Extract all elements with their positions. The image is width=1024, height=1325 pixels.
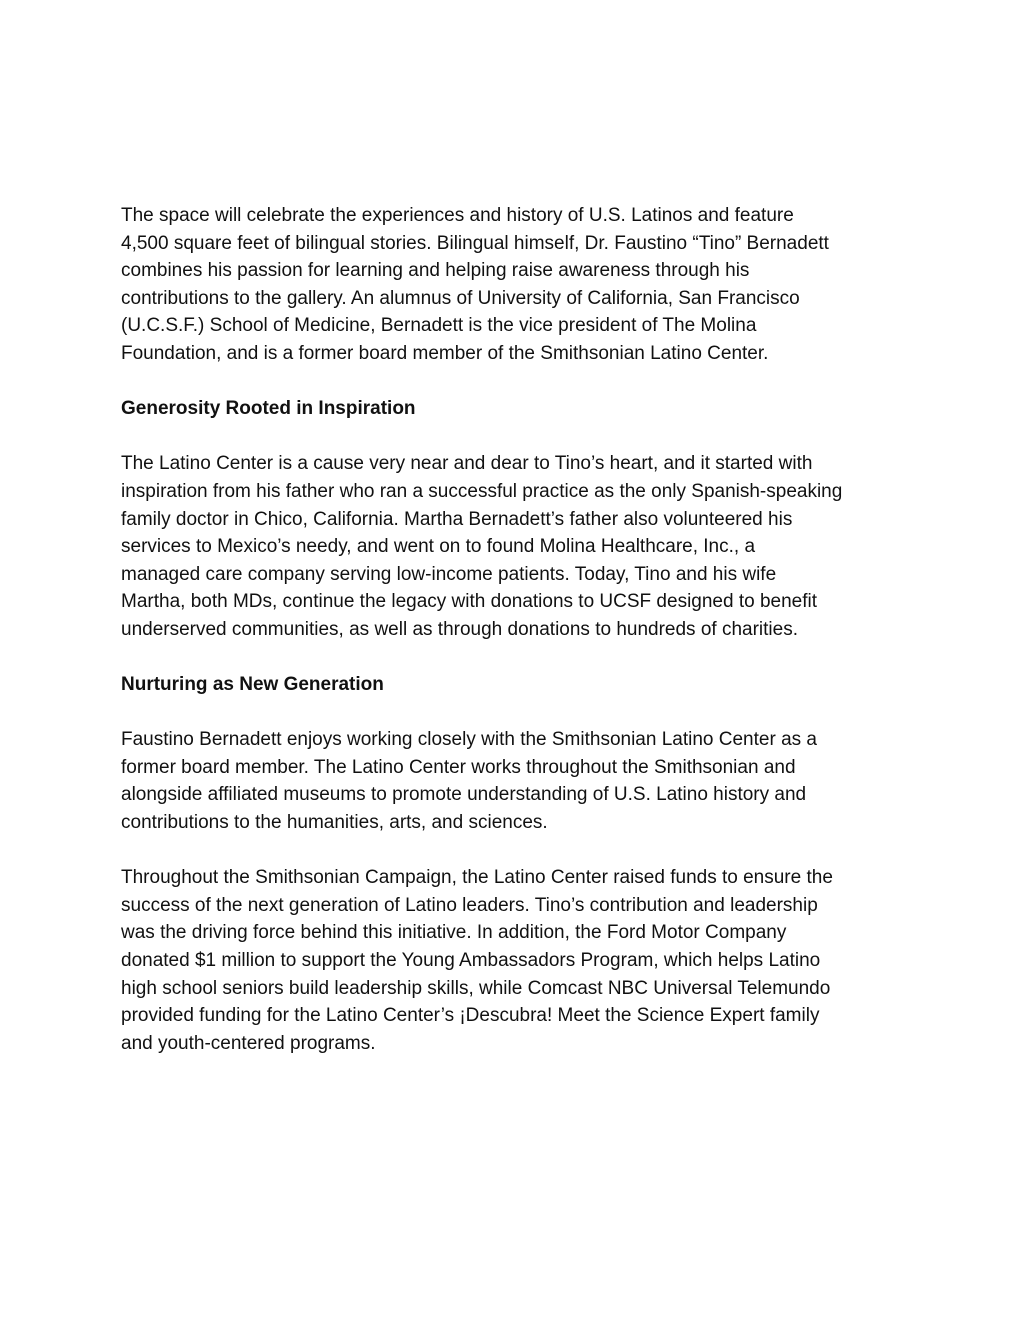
paragraph-spacer [121,368,921,396]
paragraph-intro [121,202,921,368]
paragraph-campaign [121,864,921,1057]
text-line: Faustino Bernadett enjoys working closely with the Smithsonian Latino Center as a [121,729,817,751]
text-line: former board member. The Latino Center works throughout the Smithsonian and [121,756,796,778]
text-line: inspiration from his father who ran a successful practice as the only Spanish-speaking [121,480,843,502]
text-line: contributions to the humanities, arts, and sciences. [121,812,548,834]
text-line: combines his passion for learning and helping raise awareness through his [121,260,750,282]
text-line: 4,500 square feet of bilingual stories. Bilingual himself, Dr. Faustino “Tino” Bernadett [121,232,829,254]
text-line: contributions to the gallery. An alumnus of University of California, San Francisco [121,287,800,309]
text-line: managed care company serving low-income patients. Today, Tino and his wife [121,563,777,585]
paragraph-spacer [121,837,921,865]
text-line: services to Mexico’s needy, and went on to found Molina Healthcare, Inc., a [121,536,756,558]
text-line: was the driving force behind this initiative. In addition, the Ford Motor Company [121,922,787,944]
text-line: underserved communities, as well as through donations to hundreds of charities. [121,618,798,640]
text-line: Martha, both MDs, continue the legacy with donations to UCSF designed to benefit [121,591,818,613]
text-line: alongside affiliated museums to promote understanding of U.S. Latino history and [121,784,807,806]
text-line: high school seniors build leadership skills, while Comcast NBC Universal Telemundo [121,977,831,999]
text-line: Throughout the Smithsonian Campaign, the Latino Center raised funds to ensure the [121,867,833,889]
text-line: success of the next generation of Latino leaders. Tino’s contribution and leadership [121,894,818,916]
paragraph-spacer [121,423,921,451]
paragraph-spacer [121,699,921,727]
text-line: donated $1 million to support the Young Ambassadors Program, which helps Latino [121,950,821,972]
paragraph-spacer [121,644,921,672]
text-line: provided funding for the Latino Center’s ¡Descubra! Meet the Science Expert family [121,1005,820,1027]
text-line: The Latino Center is a cause very near and dear to Tino’s heart, and it started with [121,453,813,475]
text-line: and youth-centered programs. [121,1032,376,1054]
section-heading-nurturing: Nurturing as New Generation [121,674,384,696]
text-line: The space will celebrate the experiences and history of U.S. Latinos and feature [121,205,794,226]
document-page [121,202,921,1057]
paragraph-board-member [121,726,921,836]
text-line: (U.C.S.F.) School of Medicine, Bernadett is the vice president of The Molina [121,315,757,337]
section-heading-generosity: Generosity Rooted in Inspiration [121,398,416,420]
paragraph-latino-center [121,450,921,643]
text-line: Foundation, and is a former board member of the Smithsonian Latino Center. [121,342,769,364]
text-line: family doctor in Chico, California. Martha Bernadett’s father also volunteered his [121,508,793,530]
